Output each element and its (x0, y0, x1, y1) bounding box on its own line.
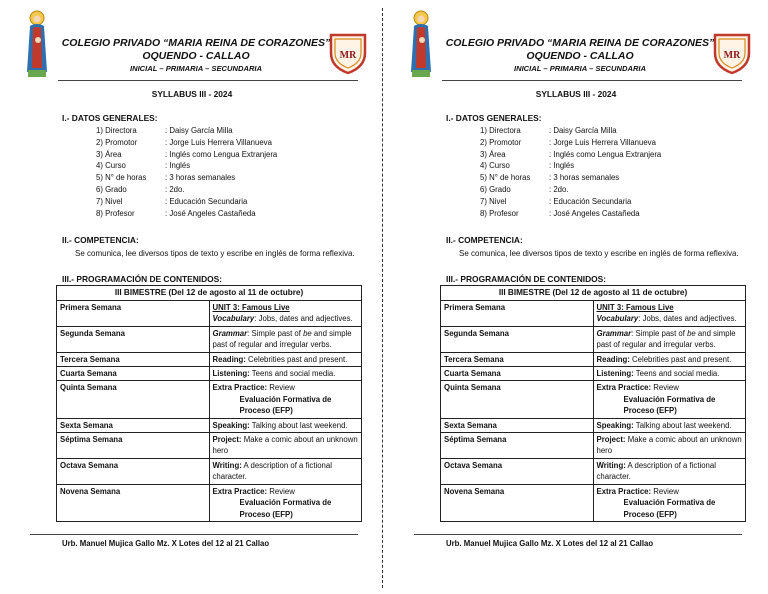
data-label: 1) Directora (480, 126, 521, 135)
week-content (593, 326, 746, 352)
week-content (209, 352, 362, 366)
content-topic: Project: (212, 435, 242, 445)
content-topic: Speaking: (596, 420, 634, 430)
data-label: 2) Promotor (480, 137, 522, 147)
data-label: 5) N° de horas (96, 173, 147, 183)
week-content (209, 367, 362, 381)
table-row (57, 381, 362, 418)
data-value: : José Angeles Castañeda (549, 208, 640, 218)
table-header: III BIMESTRE (Del 12 de agosto al 11 de octubre) (57, 286, 362, 301)
header-divider (58, 80, 358, 81)
table-row (57, 418, 362, 432)
content-topic: Listening: (596, 369, 634, 379)
virgin-mary-image (408, 10, 434, 78)
general-data-row (96, 184, 277, 196)
content-topic: Writing: (212, 460, 242, 470)
table-row (441, 352, 746, 366)
data-label: 5) N° de horas (480, 173, 531, 183)
general-data-list (480, 125, 661, 219)
footer-address: Urb. Manuel Mujica Gallo Mz. X Lotes del 12 al 21 Callao (62, 539, 270, 548)
table-row (57, 301, 362, 327)
week-content (209, 484, 362, 521)
general-data-row (96, 149, 277, 161)
week-content (593, 352, 746, 366)
week-name: Séptima Semana (441, 433, 594, 459)
general-data-row (480, 196, 661, 208)
content-detail: : Simple past of (631, 328, 688, 338)
data-value: : Daisy García Milla (165, 126, 233, 135)
data-label: 2) Promotor (96, 137, 138, 147)
footer-divider (414, 534, 742, 535)
week-name: Octava Semana (441, 458, 594, 484)
content-detail: Review (651, 486, 679, 496)
table-header-row (57, 286, 362, 301)
week-name: Novena Semana (441, 484, 594, 521)
week-name: Tercera Semana (57, 352, 210, 366)
content-detail: Review (267, 383, 295, 393)
school-location: OQUENDO - CALLAO (142, 50, 250, 62)
content-detail: and simple past of regular and irregular verbs. (596, 328, 736, 350)
table-header: III BIMESTRE (Del 12 de agosto al 11 de octubre) (441, 286, 746, 301)
general-data-row (96, 160, 277, 172)
data-label: 3) Área (96, 149, 122, 159)
week-name: Séptima Semana (57, 433, 210, 459)
school-name: COLEGIO PRIVADO “MARIA REINA DE CORAZONES” (445, 37, 715, 49)
content-topic: Grammar (596, 328, 632, 338)
data-value: : Inglés (165, 161, 191, 171)
data-label: 4) Curso (480, 161, 510, 171)
content-topic: Extra Practice: (596, 383, 652, 393)
content-topic: Extra Practice: (212, 486, 268, 496)
week-content (209, 326, 362, 352)
content-detail: : Jobs, dates and adjectives. (254, 314, 353, 324)
week-name: Quinta Semana (57, 381, 210, 418)
table-row (441, 367, 746, 381)
content-detail: Review (651, 383, 679, 393)
content-topic: Speaking: (212, 420, 250, 430)
section-general-data-title: I.- DATOS GENERALES: (446, 113, 542, 123)
school-location: OQUENDO - CALLAO (526, 50, 634, 62)
week-content (593, 301, 746, 327)
data-value: : Inglés (549, 161, 575, 171)
content-detail: Celebrities past and present. (245, 354, 348, 364)
week-content (209, 418, 362, 432)
table-row (57, 352, 362, 366)
competencia-text: Se comunica, lee diversos tipos de texto y escribe en inglés de forma reflexiva. (459, 249, 739, 258)
evaluation-note: Evaluación Formativa de Proceso (EFP) (239, 498, 332, 519)
table-row (441, 484, 746, 521)
school-levels: INICIAL – PRIMARIA – SECUNDARIA (129, 64, 263, 73)
table-row (441, 458, 746, 484)
programacion-table (440, 285, 746, 522)
general-data-row (480, 160, 661, 172)
content-detail: : Jobs, dates and adjectives. (638, 314, 737, 324)
svg-text:MR: MR (723, 50, 741, 61)
week-content (593, 458, 746, 484)
school-name: COLEGIO PRIVADO “MARIA REINA DE CORAZONES” (61, 37, 331, 49)
data-value: : Jorge Luis Herrera Villanueva (549, 137, 656, 147)
data-value: : Inglés como Lengua Extranjera (165, 149, 278, 159)
table-row (57, 326, 362, 352)
evaluation-note: Evaluación Formativa de Proceso (EFP) (623, 498, 716, 519)
content-topic: Extra Practice: (596, 486, 652, 496)
general-data-list (96, 125, 277, 219)
data-value: : Educación Secundaria (549, 196, 632, 206)
data-label: 1) Directora (96, 126, 137, 135)
table-row (441, 301, 746, 327)
data-label: 8) Profesor (96, 208, 135, 218)
week-content (593, 367, 746, 381)
week-name: Quinta Semana (441, 381, 594, 418)
programacion-table (56, 285, 362, 522)
general-data-row (96, 137, 277, 149)
svg-text:MR: MR (339, 50, 357, 61)
data-value: : Jorge Luis Herrera Villanueva (165, 137, 272, 147)
content-detail: Celebrities past and present. (629, 354, 732, 364)
data-label: 8) Profesor (480, 208, 519, 218)
content-detail: Teens and social media. (633, 369, 720, 379)
data-label: 7) Nivel (96, 196, 123, 206)
data-value: : 3 horas semanales (165, 173, 236, 183)
content-detail: Talking about last weekend. (249, 420, 348, 430)
week-content (593, 484, 746, 521)
table-row (57, 458, 362, 484)
general-data-row (480, 172, 661, 184)
week-name: Sexta Semana (57, 418, 210, 432)
table-row (441, 381, 746, 418)
evaluation-note: Evaluación Formativa de Proceso (EFP) (623, 394, 716, 416)
content-detail: Teens and social media. (249, 369, 336, 379)
general-data-row (96, 208, 277, 220)
data-value: : José Angeles Castañeda (165, 208, 256, 218)
data-value: : Educación Secundaria (165, 196, 248, 206)
data-label: 7) Nivel (480, 196, 507, 206)
week-name: Primera Semana (441, 301, 594, 327)
general-data-row (480, 137, 661, 149)
data-value: : 3 horas semanales (549, 173, 620, 183)
table-row (441, 433, 746, 459)
week-content (593, 418, 746, 432)
content-detail: and simple past of regular and irregular verbs. (212, 328, 352, 350)
content-detail: : Simple past of (247, 328, 304, 338)
table-row (57, 484, 362, 521)
syllabus-title: SYLLABUS III - 2024 (535, 89, 617, 99)
general-data-row (480, 184, 661, 196)
data-value: : 2do. (549, 184, 569, 194)
week-name: Novena Semana (57, 484, 210, 521)
data-label: 6) Grado (480, 184, 511, 194)
week-name: Cuarta Semana (57, 367, 210, 381)
unit-title: UNIT 3: Famous Live (596, 303, 674, 312)
competencia-text: Se comunica, lee diversos tipos de texto y escribe en inglés de forma reflexiva. (75, 249, 355, 258)
table-row (57, 367, 362, 381)
section-general-data-title: I.- DATOS GENERALES: (62, 113, 158, 123)
data-label: 4) Curso (96, 161, 126, 171)
header-divider (442, 80, 742, 81)
content-topic: Reading: (596, 354, 630, 364)
content-detail: Review (267, 486, 295, 496)
table-row (441, 418, 746, 432)
footer-divider (30, 534, 358, 535)
footer-address: Urb. Manuel Mujica Gallo Mz. X Lotes del 12 al 21 Callao (446, 539, 654, 548)
week-content (209, 301, 362, 327)
section-programacion-title: III.- PROGRAMACIÓN DE CONTENIDOS: (446, 274, 607, 284)
content-topic: Vocabulary (596, 314, 639, 324)
content-detail: Make a comic about an unknown hero (596, 435, 742, 456)
syllabus-title: SYLLABUS III - 2024 (151, 89, 233, 99)
week-name: Segunda Semana (441, 326, 594, 352)
content-topic: Vocabulary (212, 314, 255, 324)
week-content (209, 381, 362, 418)
general-data-row (96, 172, 277, 184)
content-emphasis: be (687, 328, 696, 338)
school-crest-logo (712, 31, 752, 75)
week-name: Primera Semana (57, 301, 210, 327)
content-topic: Listening: (212, 369, 250, 379)
data-value: : Inglés como Lengua Extranjera (549, 149, 662, 159)
data-label: 3) Área (480, 149, 506, 159)
virgin-mary-image (24, 10, 50, 78)
content-topic: Grammar (212, 328, 248, 338)
data-label: 6) Grado (96, 184, 127, 194)
content-topic: Reading: (212, 354, 246, 364)
content-topic: Extra Practice: (212, 383, 268, 393)
week-content (593, 381, 746, 418)
content-detail: A description of a fictional character. (212, 460, 332, 482)
week-name: Tercera Semana (441, 352, 594, 366)
content-detail: Make a comic about an unknown hero (212, 435, 358, 456)
section-programacion-title: III.- PROGRAMACIÓN DE CONTENIDOS: (62, 274, 223, 284)
week-name: Sexta Semana (441, 418, 594, 432)
evaluation-note: Evaluación Formativa de Proceso (EFP) (239, 394, 332, 416)
section-competencia-title: II.- COMPETENCIA: (62, 235, 139, 245)
table-header-row (441, 286, 746, 301)
data-value: : 2do. (165, 184, 185, 194)
week-name: Cuarta Semana (441, 367, 594, 381)
week-name: Segunda Semana (57, 326, 210, 352)
week-content (209, 458, 362, 484)
section-competencia-title: II.- COMPETENCIA: (446, 235, 523, 245)
content-topic: Writing: (596, 460, 626, 470)
general-data-row (480, 125, 661, 137)
school-levels: INICIAL – PRIMARIA – SECUNDARIA (513, 64, 647, 73)
syllabus-page-right (384, 0, 768, 594)
content-emphasis: be (303, 328, 312, 338)
general-data-row (96, 196, 277, 208)
content-topic: Project: (596, 435, 626, 445)
content-detail: Talking about last weekend. (633, 420, 732, 430)
general-data-row (480, 208, 661, 220)
school-crest-logo (328, 31, 368, 75)
general-data-row (96, 125, 277, 137)
week-content (209, 433, 362, 459)
unit-title: UNIT 3: Famous Live (212, 303, 290, 312)
data-value: : Daisy García Milla (549, 126, 617, 135)
content-detail: A description of a fictional character. (596, 460, 716, 482)
table-row (57, 433, 362, 459)
week-content (593, 433, 746, 459)
table-row (441, 326, 746, 352)
week-name: Octava Semana (57, 458, 210, 484)
general-data-row (480, 149, 661, 161)
